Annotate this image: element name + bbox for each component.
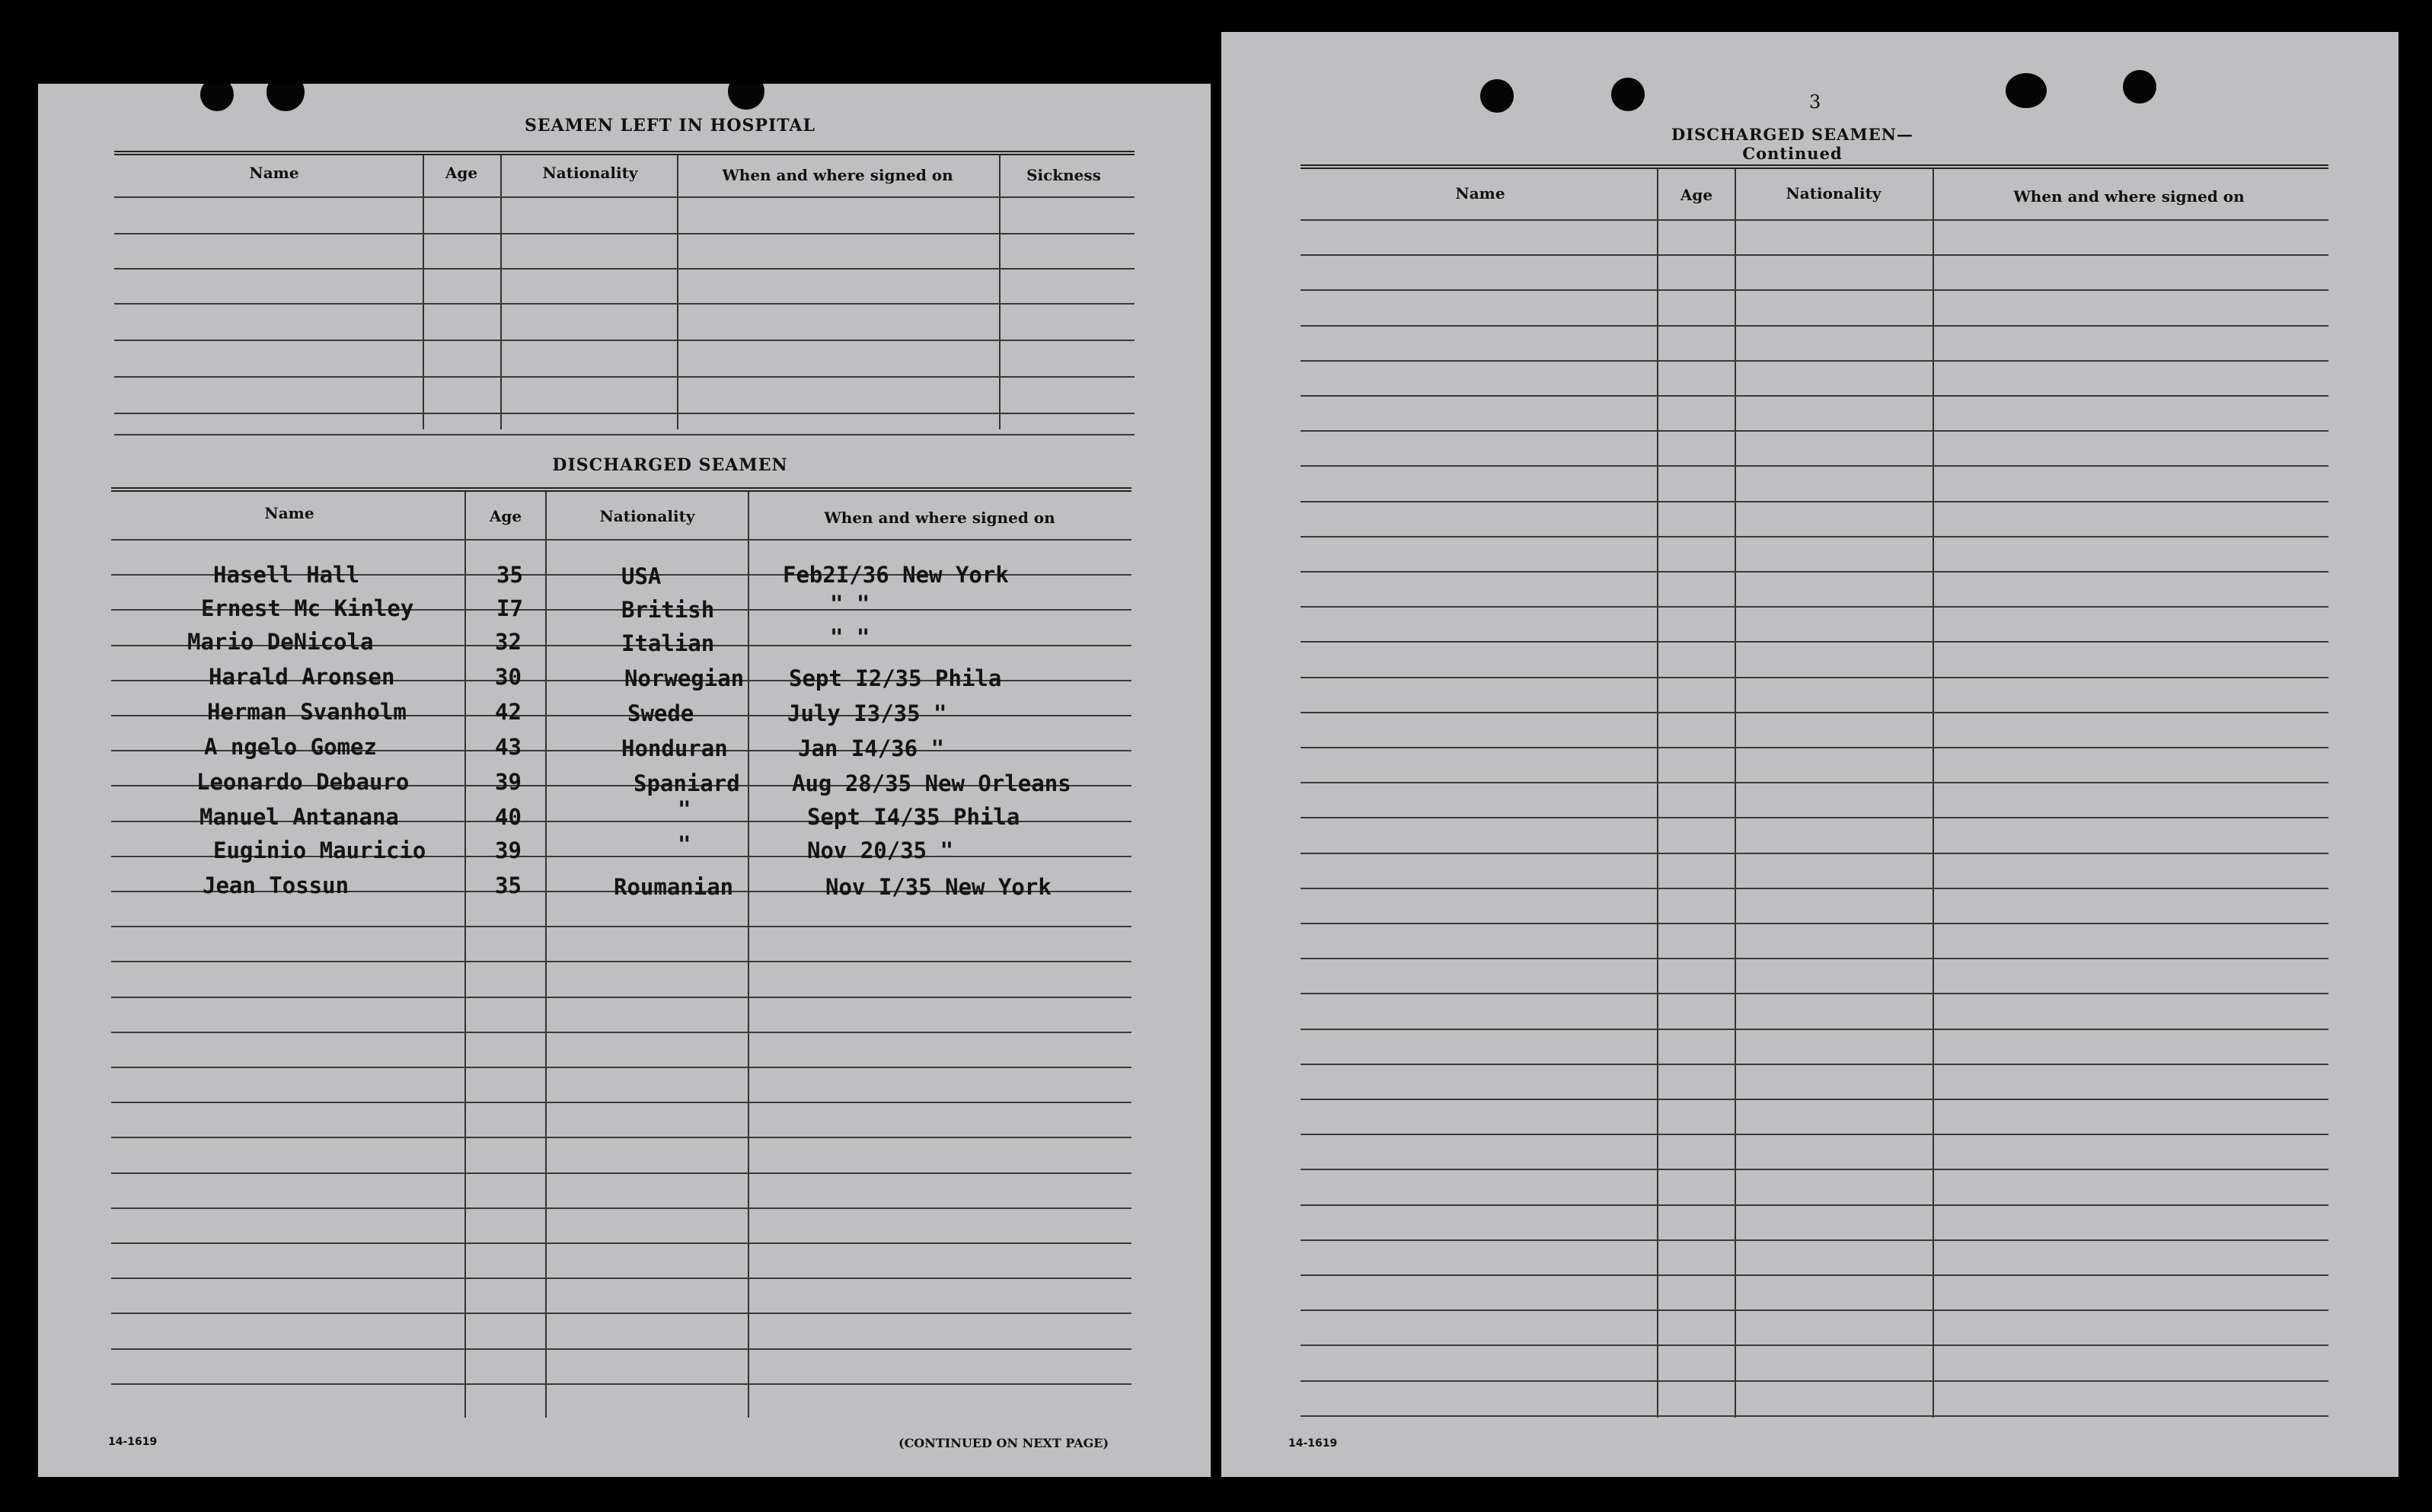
seaman-nationality: Roumanian: [614, 874, 734, 900]
hospital-row-line: [114, 233, 1135, 234]
ruled-line: [111, 1137, 1131, 1138]
seaman-name: Ernest Mc Kinley: [201, 595, 414, 621]
ruled-line: [1301, 747, 2328, 748]
seaman-name: A ngelo Gomez: [204, 734, 377, 760]
right-col-name: Name: [1455, 184, 1505, 203]
seaman-age: 35: [496, 562, 523, 588]
seaman-signed-on: Sept I2/35 Phila: [789, 665, 1002, 691]
ruled-line: [1301, 325, 2328, 327]
ruled-line: [1301, 888, 2328, 889]
ruled-line: [111, 1242, 1131, 1244]
ruled-line: [1301, 1204, 2328, 1206]
seaman-age: 32: [495, 629, 522, 655]
seaman-age: I7: [496, 595, 523, 621]
seaman-nationality: Norwegian: [624, 665, 745, 691]
seaman-nationality: USA: [621, 563, 662, 589]
discharged-section-title: DISCHARGED SEAMEN: [552, 455, 788, 475]
hospital-row-line: [114, 413, 1135, 414]
ruled-line: [1301, 1239, 2328, 1241]
ruled-line: [1301, 817, 2328, 818]
right-header-rule: [1301, 164, 2328, 169]
ruled-line: [1301, 1029, 2328, 1030]
ruled-line: [111, 1313, 1131, 1314]
seaman-nationality: Honduran: [621, 735, 728, 761]
seaman-name: Manuel Antanana: [199, 804, 399, 830]
punch-hole: [728, 84, 764, 110]
ruled-line: [1301, 1064, 2328, 1065]
right-col-nationality: Nationality: [1786, 184, 1881, 203]
ruled-line: [1301, 1274, 2328, 1276]
discharged-col-nationality: Nationality: [599, 507, 695, 525]
right-col-signed: When and where signed on: [2013, 187, 2245, 206]
ruled-line: [1301, 958, 2328, 959]
hospital-header-rule: [114, 151, 1135, 155]
punch-hole: [2006, 73, 2047, 108]
seaman-signed-on: Sept I4/35 Phila: [807, 804, 1020, 830]
ruled-line: [1301, 1380, 2328, 1382]
hospital-col-nationality: Nationality: [542, 164, 638, 182]
seaman-name: Euginio Mauricio: [213, 837, 426, 863]
seaman-nationality: ": [678, 831, 691, 857]
seaman-signed-on: Aug 28/35 New Orleans: [792, 770, 1071, 796]
hospital-row-line: [114, 303, 1135, 305]
seaman-signed-on: Nov I/35 New York: [825, 874, 1052, 900]
ruled-line: [1301, 395, 2328, 397]
right-col-age: Age: [1680, 186, 1713, 204]
punch-hole: [2123, 70, 2156, 104]
ruled-line: [1301, 853, 2328, 854]
ruled-line: [111, 1032, 1131, 1033]
ruled-line: [1301, 923, 2328, 924]
right-divider: [1933, 169, 1934, 1418]
seaman-name: Mario DeNicola: [187, 629, 374, 655]
ruled-line: [111, 1278, 1131, 1279]
ruled-line: [1301, 1099, 2328, 1100]
punch-hole: [200, 84, 234, 111]
ruled-line: [1301, 536, 2328, 537]
hospital-col-age: Age: [445, 164, 478, 182]
right-divider: [1657, 169, 1658, 1418]
seaman-nationality: ": [678, 796, 691, 822]
hospital-col-signed: When and where signed on: [722, 166, 953, 184]
seaman-name: Hasell Hall: [213, 562, 360, 588]
ruled-line: [111, 1207, 1131, 1209]
ruled-line: [1301, 606, 2328, 608]
ruled-line: [1301, 641, 2328, 643]
hospital-row-line: [114, 340, 1135, 341]
ruled-line: [1301, 782, 2328, 783]
ruled-line: [1301, 1345, 2328, 1346]
seaman-name: Leonardo Debauro: [196, 769, 410, 795]
ruled-line: [111, 1102, 1131, 1103]
hospital-section-title: SEAMEN LEFT IN HOSPITAL: [525, 116, 815, 136]
seaman-name: Jean Tossun: [203, 872, 349, 898]
ruled-line: [1301, 360, 2328, 362]
ruled-line: [1301, 1134, 2328, 1135]
ruled-line: [1301, 1169, 2328, 1170]
seaman-signed-on: " ": [830, 624, 870, 650]
seaman-signed-on: Nov 20/35 ": [807, 837, 954, 863]
seaman-nationality: Italian: [621, 630, 715, 656]
seaman-signed-on: Jan I4/36 ": [798, 735, 945, 761]
ruled-line: [111, 1172, 1131, 1174]
seaman-age: 35: [495, 872, 522, 898]
ruled-line: [1301, 677, 2328, 678]
seaman-age: 39: [495, 837, 522, 863]
ruled-line: [1301, 571, 2328, 573]
right-divider: [1735, 169, 1736, 1418]
left-page: [38, 84, 1211, 1477]
discharged-col-signed: When and where signed on: [824, 509, 1055, 527]
ruled-line: [111, 961, 1131, 962]
seaman-age: 30: [495, 664, 522, 690]
ruled-line: [1301, 1309, 2328, 1311]
hospital-bottom-rule: [114, 434, 1135, 435]
hospital-col-sickness: Sickness: [1026, 166, 1101, 184]
seaman-nationality: British: [621, 597, 715, 623]
form-number: 14-1619: [108, 1436, 158, 1448]
seaman-name: Herman Svanholm: [207, 699, 407, 725]
ruled-line: [1301, 289, 2328, 291]
ruled-line: [1301, 993, 2328, 994]
punch-hole: [1611, 78, 1645, 111]
page-number: 3: [1809, 91, 1821, 113]
ruled-line: [1301, 465, 2328, 467]
right-section-title: DISCHARGED SEAMEN—Continued: [1671, 125, 1913, 163]
seaman-age: 42: [495, 699, 522, 725]
ruled-line: [111, 997, 1131, 998]
ruled-line: [1301, 1415, 2328, 1417]
continued-note: (CONTINUED ON NEXT PAGE): [898, 1436, 1109, 1450]
hospital-col-name: Name: [249, 164, 299, 182]
hospital-row-line: [114, 196, 1135, 198]
ruled-line: [111, 1348, 1131, 1350]
seaman-signed-on: " ": [830, 591, 870, 617]
right-page: [1221, 32, 2398, 1477]
ruled-line: [1301, 254, 2328, 256]
seaman-nationality: Spaniard: [634, 770, 740, 796]
hospital-row-line: [114, 376, 1135, 378]
seaman-age: 40: [495, 804, 522, 830]
punch-hole: [1480, 79, 1514, 113]
ruled-line: [1301, 219, 2328, 221]
ruled-line: [1301, 430, 2328, 432]
ruled-line: [111, 539, 1131, 541]
discharged-col-name: Name: [264, 504, 314, 522]
ruled-line: [1301, 501, 2328, 502]
ruled-line: [111, 1067, 1131, 1068]
punch-hole: [266, 84, 305, 111]
seaman-age: 39: [495, 769, 522, 795]
seaman-name: Harald Aronsen: [209, 664, 395, 690]
seaman-signed-on: July I3/35 ": [787, 700, 947, 726]
form-number: 14-1619: [1288, 1437, 1338, 1450]
seaman-signed-on: Feb2I/36 New York: [783, 562, 1009, 588]
ruled-line: [111, 1383, 1131, 1385]
hospital-row-line: [114, 268, 1135, 270]
discharged-col-age: Age: [489, 507, 522, 525]
seaman-age: 43: [495, 734, 522, 760]
seaman-nationality: Swede: [627, 700, 694, 726]
ruled-line: [1301, 712, 2328, 713]
ruled-line: [111, 926, 1131, 927]
discharged-header-rule: [111, 487, 1131, 492]
